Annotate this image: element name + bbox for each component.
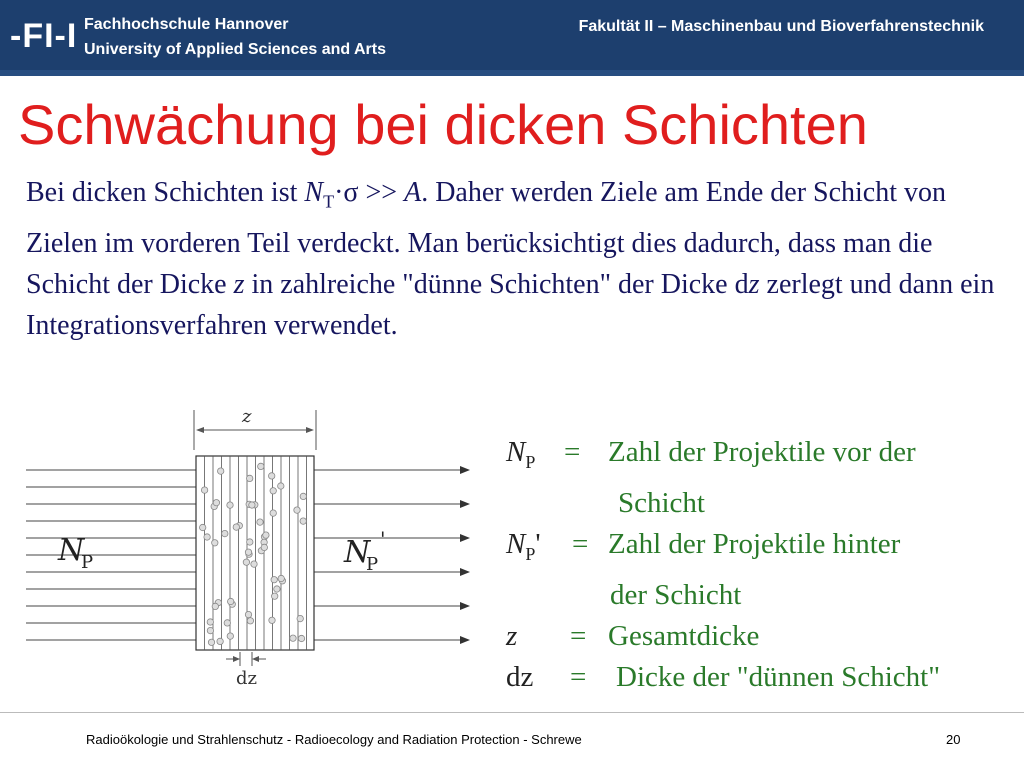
legend-subscript: P (525, 543, 536, 564)
faculty-name: Fakultät II – Maschinenbau und Bioverfahrenstechnik (578, 18, 984, 35)
legend-symbol: z (506, 619, 518, 652)
legend-equals: = (572, 527, 589, 560)
symbol-legend (506, 432, 1016, 698)
legend-symbol: N (506, 436, 526, 468)
target-atom (207, 627, 213, 633)
intro-text-4: zerlegt und dann ein Integrationsverfahren verwendet. (26, 268, 995, 341)
legend-description: Gesamtdicke (608, 619, 760, 652)
z-symbol: z (233, 268, 245, 300)
target-atom (200, 524, 206, 530)
legend-description: Dicke der "dünnen Schicht" (616, 660, 941, 693)
target-atom (269, 473, 275, 479)
target-atom (300, 493, 306, 499)
target-atom (218, 468, 224, 474)
diagram-label-np-prime-mark: ' (380, 527, 386, 551)
target-atom (290, 635, 296, 641)
target-atom (249, 502, 255, 508)
target-atom (245, 611, 251, 617)
target-atom (201, 487, 207, 493)
target-atom (213, 500, 219, 506)
header-bar (0, 0, 1024, 76)
legend-description-cont: Schicht (618, 486, 705, 519)
footer-text: Radioökologie und Strahlenschutz - Radioecology and Radiation Protection - Schrewe (86, 732, 582, 747)
target-atom (270, 488, 276, 494)
legend-equals: = (570, 619, 587, 652)
dz-symbol: z (748, 268, 760, 300)
diagram-label-np-prime-sub: P (366, 554, 379, 575)
legend-description-cont: der Schicht (610, 578, 742, 611)
target-atom (298, 635, 304, 641)
target-atom (227, 633, 233, 639)
target-atom (271, 577, 277, 583)
target-atom (208, 639, 214, 645)
nt-symbol: N (304, 177, 324, 208)
beam-arrowhead (460, 500, 470, 508)
beam-arrowhead (460, 466, 470, 474)
intro-text-2: . Daher werden Ziele am Ende der Schicht von Zielen im vorderen Teil verdeckt. Man berücksichtigt dies dadurch, dass man die Schicht der Dicke (26, 177, 946, 300)
target-atom (212, 540, 218, 546)
target-atom (263, 532, 269, 538)
diagram-label-np-sub: P (81, 552, 94, 573)
target-atom (278, 575, 284, 581)
legend-subscript: P (525, 451, 536, 472)
institution-name-english: University of Applied Sciences and Arts (84, 41, 387, 58)
diagram-label-dz: dz (236, 668, 258, 689)
target-atom (269, 617, 275, 623)
legend-symbol: N (506, 527, 526, 560)
sigma-symbol: ·σ (334, 177, 359, 208)
target-atom (224, 620, 230, 626)
target-atom (261, 544, 267, 550)
nt-subscript: T (323, 191, 335, 212)
institution-name: Fachhochschule Hannover (84, 16, 289, 33)
intro-text-3: in zahlreiche "dünne Schichten" der Dicke d (244, 268, 749, 300)
legend-row-z (506, 616, 1016, 657)
target-atom (204, 534, 210, 540)
legend-description: Zahl der Projektile hinter (608, 527, 901, 560)
target-atom (233, 524, 239, 530)
beam-arrowhead (460, 636, 470, 644)
header-stripe (0, 70, 1024, 76)
legend-description: Zahl der Projektile vor der (608, 436, 916, 468)
legend-prime: ' (535, 527, 541, 560)
target-atom (227, 502, 233, 508)
target-atom (274, 586, 280, 592)
page-number: 20 (946, 732, 961, 747)
label-np-transmitted (343, 527, 386, 575)
beam-arrowhead (460, 534, 470, 542)
target-atom (278, 483, 284, 489)
legend-equals: = (570, 660, 587, 693)
legend-row-np-prime (506, 524, 1016, 575)
intro-paragraph (26, 172, 998, 346)
target-atom (270, 510, 276, 516)
target-atom (247, 539, 253, 545)
legend-row-dz (506, 657, 1016, 698)
target-atom (245, 549, 251, 555)
beam-arrowhead (460, 602, 470, 610)
intro-text-1: Bei dicken Schichten ist (26, 177, 305, 208)
label-np-incoming (57, 533, 93, 573)
target-atom (257, 519, 263, 525)
layer-dimension-z (194, 406, 316, 450)
target-atom (247, 618, 253, 624)
legend-row-np-cont (506, 483, 1016, 524)
target-atom (228, 598, 234, 604)
area-symbol: A (404, 177, 422, 208)
diagram-label-np: N (58, 533, 85, 568)
target-atom (247, 475, 253, 481)
legend-row-np-prime-cont (506, 575, 1016, 616)
target-atom (222, 530, 228, 536)
legend-row-np (506, 432, 1016, 483)
diagram-label-z: z (242, 406, 252, 427)
beam-arrowhead (460, 568, 470, 576)
target-atom (300, 518, 306, 524)
target-atom (272, 593, 278, 599)
thick-layer-diagram (24, 400, 494, 690)
legend-equals: = (564, 436, 581, 468)
target-atom (207, 619, 213, 625)
diagram-label-np-prime: N (344, 535, 371, 570)
layer-dimension-dz (226, 652, 266, 689)
legend-symbol: dz (506, 660, 534, 693)
target-atom (294, 507, 300, 513)
target-atom (217, 638, 223, 644)
target-atom (297, 615, 303, 621)
footer-divider (0, 712, 1024, 713)
slide-title: Schwächung bei dicken Schichten (18, 93, 868, 156)
much-greater-symbol: >> (358, 177, 405, 208)
target-atom (258, 463, 264, 469)
target-atom (251, 561, 257, 567)
target-atom (243, 559, 249, 565)
university-logo: -FI-I (10, 17, 78, 55)
target-atom (212, 603, 218, 609)
